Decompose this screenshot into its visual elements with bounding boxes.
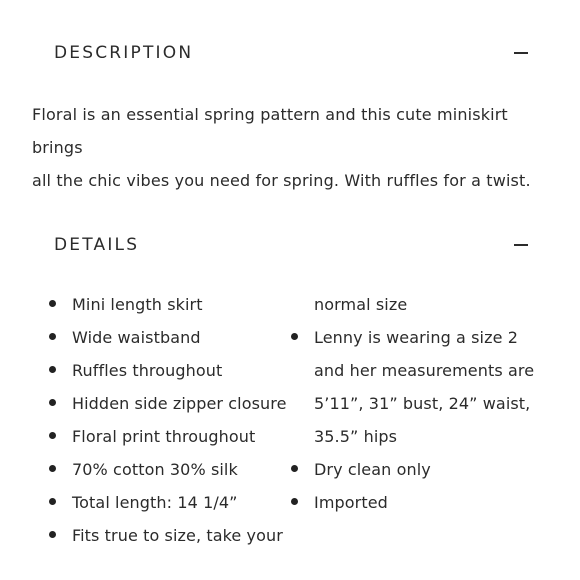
details-title: DETAILS: [54, 235, 140, 255]
details-header[interactable]: [54, 233, 528, 257]
bullet-icon: [49, 465, 56, 472]
bullet-icon: [49, 366, 56, 373]
list-item: Floral print throughout: [47, 420, 297, 453]
list-item: Wide waistband: [47, 321, 297, 354]
bullet-icon: [49, 432, 56, 439]
list-item: Lenny is wearing a size 2: [289, 321, 569, 354]
description-text: [32, 98, 552, 197]
list-item: Fits true to size, take your: [47, 519, 297, 552]
list-item-continuation: 35.5” hips: [314, 427, 398, 446]
list-item: 70% cotton 30% silk: [47, 453, 297, 486]
description-title: DESCRIPTION: [54, 43, 194, 63]
bullet-icon: [49, 399, 56, 406]
description-line: Floral is an essential spring pattern and this cute miniskirt brings: [32, 105, 508, 157]
list-item: Ruffles throughout: [47, 354, 297, 387]
description-line: all the chic vibes you need for spring. With ruffles for a twist.: [32, 171, 531, 190]
list-item-continuation: normal size: [314, 295, 408, 314]
list-item: Mini length skirt: [47, 288, 297, 321]
list-item: Imported: [289, 486, 569, 519]
list-item: Hidden side zipper closure: [47, 387, 297, 420]
bullet-icon: [291, 498, 298, 505]
bullet-icon: [49, 300, 56, 307]
list-item: Dry clean only: [289, 453, 569, 486]
bullet-icon: [49, 498, 56, 505]
bullet-icon: [291, 333, 298, 340]
bullet-icon: [49, 531, 56, 538]
list-item-continuation: and her measurements are: [314, 361, 535, 380]
details-list-left: [47, 288, 297, 552]
minus-icon[interactable]: [514, 47, 528, 59]
list-item-continuation: 5’11”, 31” bust, 24” waist,: [314, 394, 531, 413]
minus-icon[interactable]: [514, 239, 528, 251]
bullet-icon: [49, 333, 56, 340]
list-item: Total length: 14 1/4”: [47, 486, 297, 519]
bullet-icon: [291, 465, 298, 472]
description-header[interactable]: [54, 41, 528, 65]
details-list-right: [289, 288, 569, 519]
